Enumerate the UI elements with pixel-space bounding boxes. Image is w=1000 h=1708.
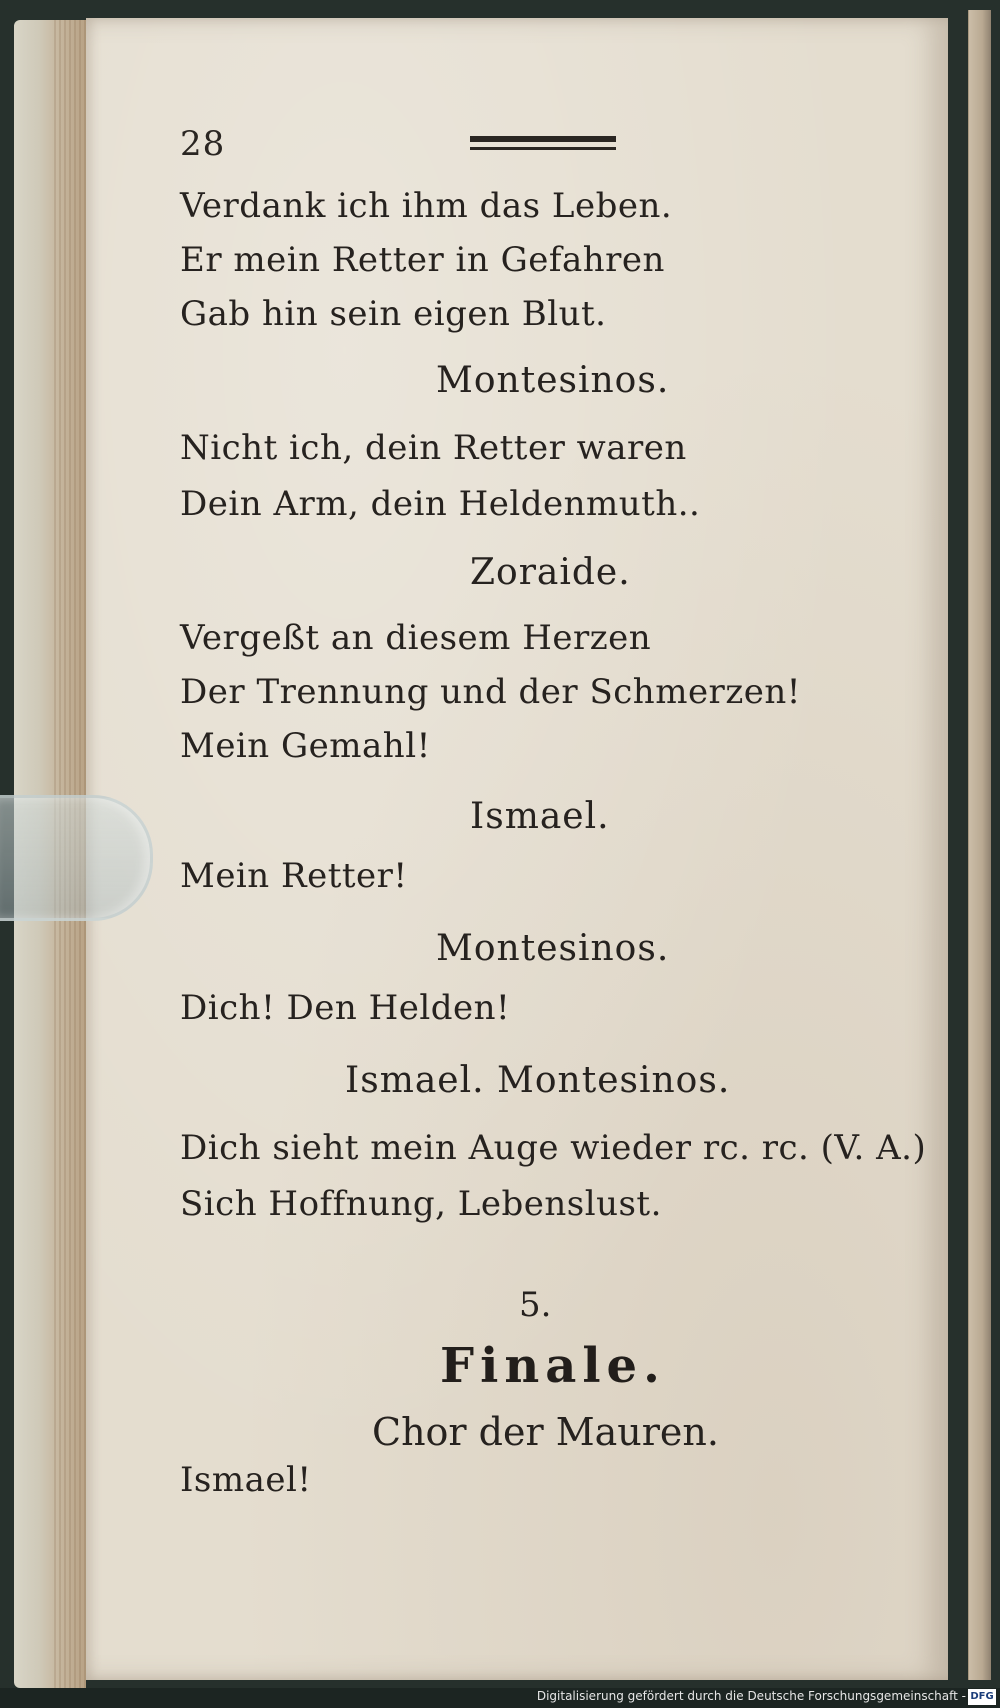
section-number: 5. [519, 1285, 552, 1325]
speaker-name: Zoraide. [470, 552, 631, 593]
dfg-logo-icon: DFG [968, 1689, 996, 1705]
text-line: Mein Retter! [180, 856, 408, 896]
page-clip [0, 795, 153, 921]
header-rule-thick [470, 136, 616, 142]
footer-credit: Digitalisierung gefördert durch die Deutsche Forschungsgemeinschaft - [536, 1689, 966, 1703]
page-number: 28 [180, 124, 226, 164]
speaker-name: Montesinos. [436, 360, 670, 401]
text-line: Er mein Retter in Gefahren [180, 240, 665, 280]
text-line: Gab hin sein eigen Blut. [180, 294, 607, 334]
speaker-name: Montesinos. [436, 928, 670, 969]
text-line: Nicht ich, dein Retter waren [180, 428, 687, 468]
speaker-name: Ismael. [470, 796, 610, 837]
header-rule-thin [470, 147, 616, 150]
text-line: Mein Gemahl! [180, 726, 431, 766]
speaker-name: Ismael. Montesinos. [345, 1060, 731, 1101]
text-line: Ismael! [180, 1460, 312, 1500]
text-line: Dich sieht mein Auge wieder rc. rc. (V. A.) [180, 1128, 927, 1168]
text-line: Sich Hoffnung, Lebenslust. [180, 1184, 662, 1224]
next-page-edge [968, 10, 991, 1680]
chorus-heading: Chor der Mauren. [372, 1410, 719, 1454]
text-line: Der Trennung und der Schmerzen! [180, 672, 801, 712]
header-rule [470, 136, 616, 156]
text-line: Dein Arm, dein Heldenmuth.. [180, 484, 701, 524]
text-line: Verdank ich ihm das Leben. [180, 186, 673, 226]
text-line: Dich! Den Helden! [180, 988, 511, 1028]
section-title: Finale. [440, 1338, 666, 1394]
text-line: Vergeßt an diesem Herzen [180, 618, 652, 658]
